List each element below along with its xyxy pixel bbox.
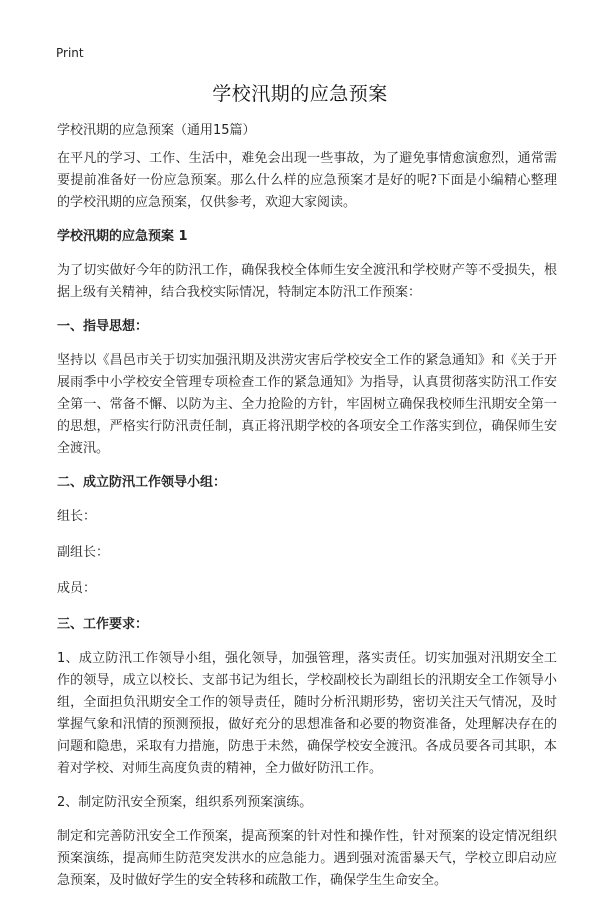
- print-link[interactable]: Print: [56, 46, 84, 60]
- section-guiding-ideology-heading: 一、指导思想：: [57, 319, 149, 334]
- section-guiding-ideology-body: 坚持以《昌邑市关于切实加强汛期及洪涝灾害后学校安全工作的紧急通知》和《关于开展雨季中小学校安全管理专项检查工作的紧急通知》为指导，认真贯彻落实防汛工作安全第一、常备不懈、以防为主、全力抢险的方针，牢固树立确保我校师生汛期安全第一的思想，严格实行防汛责任制，真正将汛期学校的各项安全工作落实到位，确保师生安全渡汛。: [57, 353, 557, 456]
- leader-field: 组长：: [57, 509, 97, 524]
- requirement-1-paragraph: 1、成立防汛工作领导小组，强化领导，加强管理，落实责任。切实加强对汛期安全工作的领导，成立以校长、支部书记为组长，学校副校长为副组长的汛期安全工作领导小组，全面担负汛期安全工作的领导责任，随时分析汛期形势，密切关注天气情况，及时掌握气象和汛情的预测预报，做好充分的思想准备和必要的物资准备，处理解决存在的问题和隐患，采取有力措施，防患于未然，确保学校安全渡汛。各成员要各司其职，本着对学校、对师生高度负责的精神，全力做好防汛工作。: [57, 651, 557, 776]
- member-field: 成员：: [57, 581, 97, 596]
- page-title: 学校汛期的应急预案: [212, 83, 388, 105]
- plan-heading: 学校汛期的应急预案 1: [57, 229, 188, 244]
- requirement-2-paragraph: 制定和完善防汛安全工作预案，提高预案的针对性和操作性，针对预案的设定情况组织预案演练，提高师生防范突发洪水的应急能力。遇到强对流雷暴天气，学校立即启动应急预案，及时做好学生的安全转移和疏散工作，确保学生生命安全。: [57, 829, 557, 888]
- document-subtitle: 学校汛期的应急预案（通用15篇）: [57, 123, 256, 138]
- plan-intro-paragraph: 为了切实做好今年的防汛工作，确保我校全体师生安全渡汛和学校财产等不受损失，根据上级有关精神，结合我校实际情况，特制定本防汛工作预案：: [57, 263, 557, 300]
- section-requirements-heading: 三、工作要求：: [57, 617, 149, 632]
- deputy-leader-field: 副组长：: [57, 545, 110, 560]
- document-body: [57, 120, 557, 904]
- section-leadership-group-heading: 二、成立防汛工作领导小组：: [57, 475, 227, 490]
- intro-paragraph: 在平凡的学习、工作、生活中，难免会出现一些事故，为了避免事情愈演愈烈，通常需要提前准备好一份应急预案。那么什么样的应急预案才是好的呢?下面是小编精心整理的学校汛期的应急预案，仅供参考，欢迎大家阅读。: [57, 151, 557, 210]
- requirement-2-heading: 2、制定防汛安全预案，组织系列预案演练。: [57, 795, 313, 810]
